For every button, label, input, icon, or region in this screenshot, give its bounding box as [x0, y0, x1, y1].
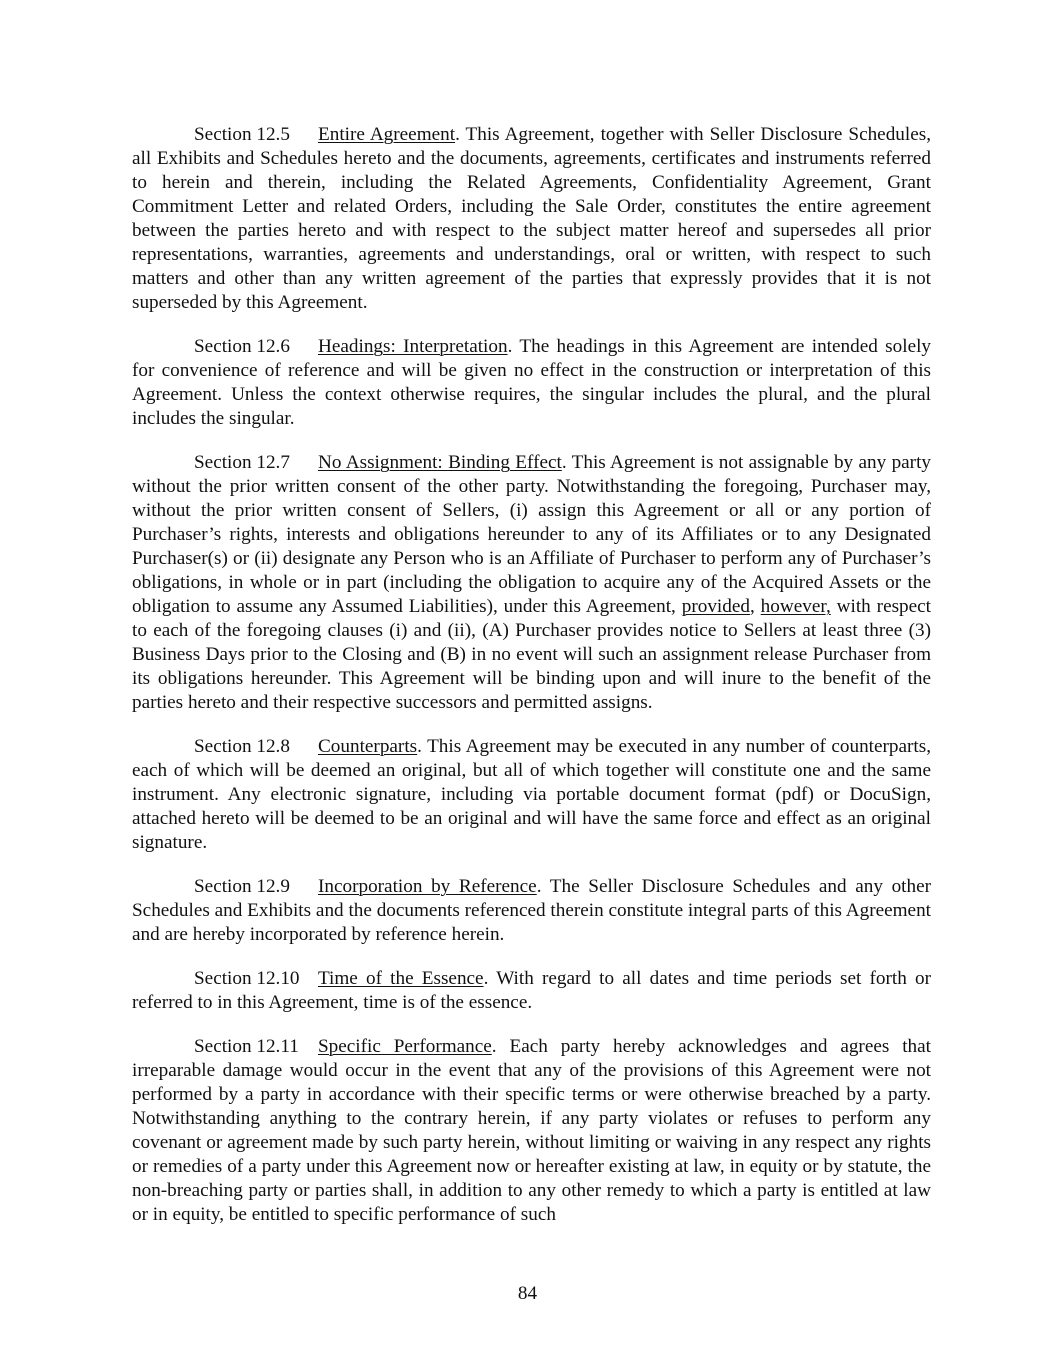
section-title: Specific Performance: [318, 1036, 492, 1057]
section-number: Section 12.10: [194, 968, 300, 989]
section-title-period: .: [507, 336, 513, 357]
section-number: Section 12.9: [194, 876, 290, 897]
section-number: Section 12.8: [194, 736, 290, 757]
section-title: No Assignment: Binding Effect: [318, 452, 562, 473]
section-body: This Agreement, together with Seller Disclosure Schedules, all Exhibits and Schedules hereto and the documents, agreements, certificates and instruments referred to herein and therein, including the Related Agreements, Confidentiality Agreement, Grant Commitment Letter and related Orders, including the Sale Order, constitutes the entire agreement between the parties hereto and with respect to the subject matter hereof and supersedes all prior representations, warranties, agreements and understandings, oral or written, with respect to such matters and other than any written agreement of the parties that expressly provides that it is not superseded by this Agreement.: [132, 124, 931, 313]
section-number: Section 12.11: [194, 1036, 299, 1057]
document-page: [132, 123, 931, 1247]
section-title-period: .: [417, 736, 422, 757]
section-body-part-2: with respect to each of the foregoing clauses (i) and (ii), (A) Purchaser provides notice to Sellers at least three (3) Business Days prior to the Closing and (B) in no event will such an assignment release Purchaser from its obligations hereunder. This Agreement will be binding upon and will inure to the benefit of the parties hereto and their respective successors and permitted assigns.: [132, 596, 932, 713]
section-number: Section 12.6: [194, 336, 290, 357]
provided-term: provided: [681, 596, 750, 617]
section-title: Counterparts: [318, 736, 418, 757]
section-number: Section 12.5: [194, 124, 290, 145]
section-body: This Agreement may be executed in any number of counterparts, each of which will be deemed an original, but all of which together will constitute one and the same instrument. Any electronic signature, including via portable document format (pdf) or DocuSign, attached hereto will be deemed to be an original and will have the same force and effect as an original signature.: [132, 736, 931, 853]
section-body: Each party hereby acknowledges and agrees that irreparable damage would occur in the event that any of the provisions of this Agreement were not performed by a party in accordance with their specific terms or were otherwise breached by a party. Notwithstanding anything to the contrary herein, if any party violates or refuses to perform any covenant or agreement made by such party herein, without limiting or waiving in any respect any rights or remedies of a party under this Agreement now or hereafter existing at law, in equity or by statute, the non-breaching party or parties shall, in addition to any other remedy to which a party is entitled at law or in equity, be entitled to specific performance of such: [132, 1036, 931, 1225]
section-title: Entire Agreement: [318, 124, 456, 145]
page-number: 84: [517, 1283, 538, 1304]
section-title-period: .: [561, 452, 567, 473]
section-12-9: [132, 875, 931, 947]
section-12-8: [132, 735, 931, 855]
section-12-5: [132, 123, 931, 315]
section-12-6: [132, 335, 931, 431]
section-12-7: [132, 451, 931, 715]
section-body-part-1: This Agreement is not assignable by any party without the prior written consent of the other party. Notwithstanding the foregoing, Purchaser may, without the prior written consent of Sellers, (i) assign this Agreement or all or any portion of Purchaser’s rights, interests and obligations hereunder to any of its Affiliates or to any Designated Purchaser(s) or (ii) designate any Person who is an Affiliate of Purchaser to perform any of Purchaser’s obligations, in whole or in part (including the obligation to acquire any of the Acquired Assets or the obligation to assume any Assumed Liabilities), under this Agreement,: [132, 452, 931, 617]
section-title: Headings: Interpretation: [318, 336, 508, 357]
section-12-10: [132, 967, 931, 1015]
section-title: Incorporation by Reference: [318, 876, 537, 897]
section-title: Time of the Essence: [318, 968, 484, 989]
section-body: The Seller Disclosure Schedules and any other Schedules and Exhibits and the documents referenced therein constitute integral parts of this Agreement and are hereby incorporated by reference herein.: [132, 876, 931, 945]
section-12-11: [132, 1035, 931, 1227]
section-number: Section 12.7: [194, 452, 290, 473]
section-body: With regard to all dates and time periods set forth or referred to in this Agreement, time is of the essence.: [132, 968, 931, 1013]
comma-separator: ,: [749, 596, 761, 617]
however-term: however,: [760, 596, 831, 617]
section-title-period: .: [536, 876, 542, 897]
section-title-period: .: [455, 124, 460, 145]
section-body: The headings in this Agreement are intended solely for convenience of reference and will be given no effect in the construction or interpretation of this Agreement. Unless the context otherwise requires, the singular includes the plural, and the plural includes the singular.: [132, 336, 932, 429]
section-title-period: .: [491, 1036, 497, 1057]
section-title-period: .: [483, 968, 489, 989]
